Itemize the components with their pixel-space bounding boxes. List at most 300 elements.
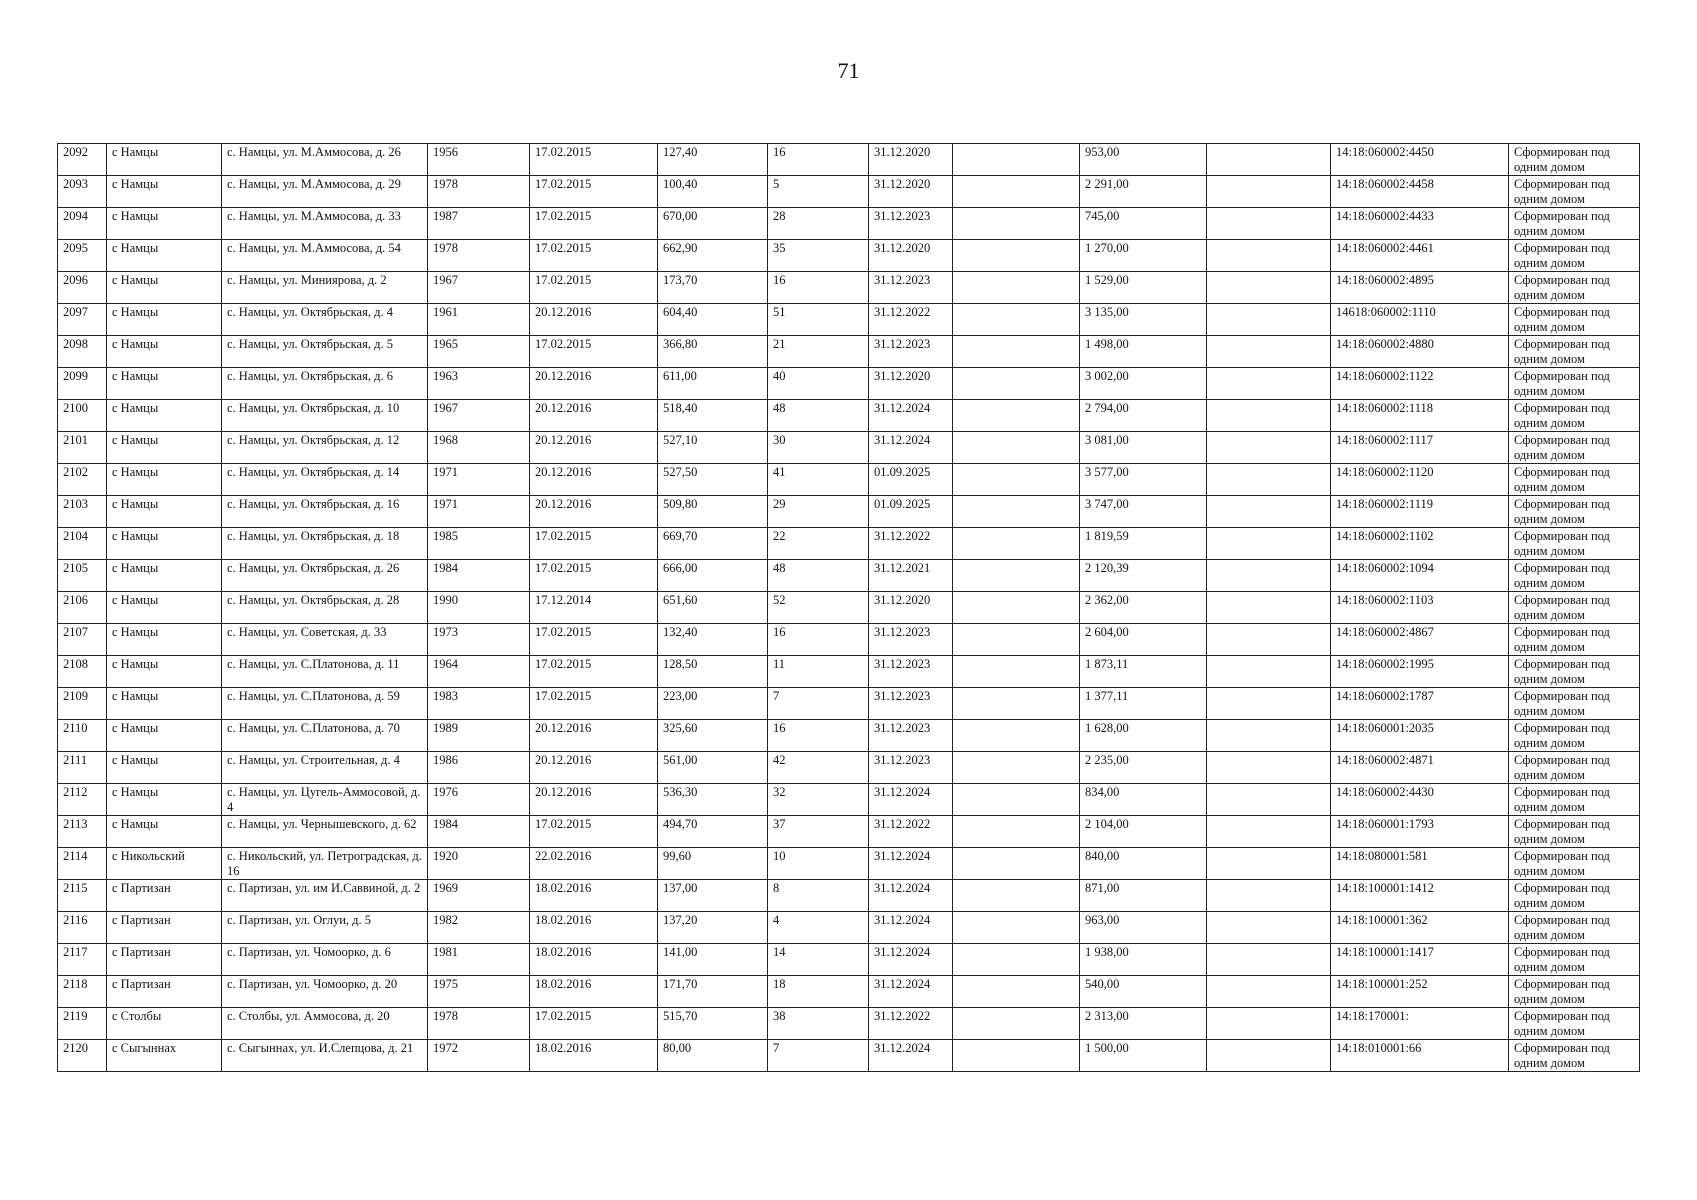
cell-row-number: 2092	[58, 144, 107, 176]
cell-cadastral-number: 14:18:100001:252	[1331, 976, 1509, 1008]
cell-deadline: 31.12.2023	[869, 624, 953, 656]
cell-address: с. Намцы, ул. Октябрьская, д. 10	[222, 400, 428, 432]
cell-blank-b	[1207, 752, 1331, 784]
cell-blank-a	[953, 496, 1080, 528]
cell-area: 128,50	[658, 656, 768, 688]
table-row	[58, 1008, 1640, 1040]
cell-year-built: 1984	[428, 560, 530, 592]
cell-status: Сформирован под одним домом	[1509, 1040, 1640, 1072]
cell-blank-b	[1207, 432, 1331, 464]
cell-blank-b	[1207, 560, 1331, 592]
cell-cadastral-number: 14:18:060002:1119	[1331, 496, 1509, 528]
cell-cadastral-number: 14:18:060002:1122	[1331, 368, 1509, 400]
cell-status: Сформирован под одним домом	[1509, 848, 1640, 880]
cell-blank-a	[953, 464, 1080, 496]
cell-deadline: 01.09.2025	[869, 464, 953, 496]
cell-count: 35	[768, 240, 869, 272]
cell-count: 5	[768, 176, 869, 208]
cell-area: 527,10	[658, 432, 768, 464]
cell-blank-a	[953, 208, 1080, 240]
cell-blank-a	[953, 304, 1080, 336]
cell-status: Сформирован под одним домом	[1509, 784, 1640, 816]
cell-blank-a	[953, 272, 1080, 304]
cell-blank-a	[953, 1040, 1080, 1072]
cell-address: с. Намцы, ул. М.Аммосова, д. 26	[222, 144, 428, 176]
cell-area: 669,70	[658, 528, 768, 560]
cell-date: 20.12.2016	[530, 304, 658, 336]
cell-count: 21	[768, 336, 869, 368]
cell-amount: 2 120,39	[1080, 560, 1207, 592]
cell-status: Сформирован под одним домом	[1509, 304, 1640, 336]
cell-settlement: с Намцы	[107, 336, 222, 368]
cell-cadastral-number: 14:18:060002:4895	[1331, 272, 1509, 304]
cell-blank-b	[1207, 400, 1331, 432]
cell-amount: 1 500,00	[1080, 1040, 1207, 1072]
cell-address: с. Намцы, ул. Миниярова, д. 2	[222, 272, 428, 304]
cell-cadastral-number: 14:18:060002:1102	[1331, 528, 1509, 560]
cell-count: 7	[768, 688, 869, 720]
cell-area: 561,00	[658, 752, 768, 784]
cell-deadline: 31.12.2023	[869, 752, 953, 784]
cell-amount: 745,00	[1080, 208, 1207, 240]
cell-address: с. Намцы, ул. С.Платонова, д. 59	[222, 688, 428, 720]
cell-deadline: 31.12.2020	[869, 240, 953, 272]
cell-count: 14	[768, 944, 869, 976]
cell-date: 17.02.2015	[530, 1008, 658, 1040]
cell-date: 17.02.2015	[530, 816, 658, 848]
table-row	[58, 208, 1640, 240]
cell-blank-b	[1207, 1040, 1331, 1072]
cell-row-number: 2113	[58, 816, 107, 848]
cell-date: 17.02.2015	[530, 688, 658, 720]
cell-settlement: с Намцы	[107, 240, 222, 272]
cell-cadastral-number: 14:18:010001:66	[1331, 1040, 1509, 1072]
cell-row-number: 2107	[58, 624, 107, 656]
cell-year-built: 1976	[428, 784, 530, 816]
table-row	[58, 880, 1640, 912]
cell-date: 17.02.2015	[530, 528, 658, 560]
cell-settlement: с Столбы	[107, 1008, 222, 1040]
cell-row-number: 2093	[58, 176, 107, 208]
cell-year-built: 1967	[428, 400, 530, 432]
cell-amount: 3 081,00	[1080, 432, 1207, 464]
cell-blank-a	[953, 1008, 1080, 1040]
cell-count: 51	[768, 304, 869, 336]
cell-area: 173,70	[658, 272, 768, 304]
cell-address: с. Намцы, ул. Октябрьская, д. 16	[222, 496, 428, 528]
cell-address: с. Намцы, ул. Чернышевского, д. 62	[222, 816, 428, 848]
cell-row-number: 2118	[58, 976, 107, 1008]
cell-blank-b	[1207, 496, 1331, 528]
cell-year-built: 1972	[428, 1040, 530, 1072]
cell-deadline: 31.12.2023	[869, 720, 953, 752]
cell-settlement: с Никольский	[107, 848, 222, 880]
cell-row-number: 2109	[58, 688, 107, 720]
cell-count: 48	[768, 400, 869, 432]
cell-blank-b	[1207, 144, 1331, 176]
cell-cadastral-number: 14:18:100001:1412	[1331, 880, 1509, 912]
cell-amount: 1 498,00	[1080, 336, 1207, 368]
cell-blank-a	[953, 176, 1080, 208]
cell-year-built: 1987	[428, 208, 530, 240]
cell-area: 137,20	[658, 912, 768, 944]
cell-address: с. Намцы, ул. С.Платонова, д. 70	[222, 720, 428, 752]
cell-count: 18	[768, 976, 869, 1008]
cell-row-number: 2117	[58, 944, 107, 976]
cell-area: 100,40	[658, 176, 768, 208]
table-row	[58, 528, 1640, 560]
table-row	[58, 688, 1640, 720]
table-row	[58, 400, 1640, 432]
cell-blank-b	[1207, 240, 1331, 272]
page-number: 71	[837, 58, 860, 83]
cell-amount: 1 819,59	[1080, 528, 1207, 560]
table-row	[58, 272, 1640, 304]
cell-settlement: с Сыгыннах	[107, 1040, 222, 1072]
cell-address: с. Намцы, ул. Октябрьская, д. 26	[222, 560, 428, 592]
table-row	[58, 624, 1640, 656]
cell-settlement: с Намцы	[107, 560, 222, 592]
cell-date: 18.02.2016	[530, 1040, 658, 1072]
cell-status: Сформирован под одним домом	[1509, 176, 1640, 208]
cell-blank-b	[1207, 848, 1331, 880]
cell-status: Сформирован под одним домом	[1509, 464, 1640, 496]
cell-area: 80,00	[658, 1040, 768, 1072]
cell-status: Сформирован под одним домом	[1509, 400, 1640, 432]
cell-count: 40	[768, 368, 869, 400]
cell-year-built: 1986	[428, 752, 530, 784]
cell-row-number: 2119	[58, 1008, 107, 1040]
table-row	[58, 144, 1640, 176]
cell-status: Сформирован под одним домом	[1509, 560, 1640, 592]
cell-area: 666,00	[658, 560, 768, 592]
table-row	[58, 560, 1640, 592]
cell-amount: 1 938,00	[1080, 944, 1207, 976]
cell-date: 20.12.2016	[530, 752, 658, 784]
cell-cadastral-number: 14:18:080001:581	[1331, 848, 1509, 880]
cell-cadastral-number: 14:18:060002:1094	[1331, 560, 1509, 592]
cell-row-number: 2094	[58, 208, 107, 240]
cell-status: Сформирован под одним домом	[1509, 368, 1640, 400]
cell-cadastral-number: 14:18:060002:4871	[1331, 752, 1509, 784]
cell-date: 17.12.2014	[530, 592, 658, 624]
cell-count: 29	[768, 496, 869, 528]
cell-blank-a	[953, 912, 1080, 944]
cell-year-built: 1964	[428, 656, 530, 688]
cell-cadastral-number: 14:18:060002:4461	[1331, 240, 1509, 272]
cell-row-number: 2098	[58, 336, 107, 368]
cell-address: с. Партизан, ул. Чомоорко, д. 20	[222, 976, 428, 1008]
cell-status: Сформирован под одним домом	[1509, 656, 1640, 688]
cell-count: 42	[768, 752, 869, 784]
table-row	[58, 464, 1640, 496]
cell-blank-b	[1207, 944, 1331, 976]
cell-area: 604,40	[658, 304, 768, 336]
cell-cadastral-number: 14:18:060002:4458	[1331, 176, 1509, 208]
table-row	[58, 432, 1640, 464]
cell-row-number: 2102	[58, 464, 107, 496]
cell-blank-a	[953, 432, 1080, 464]
cell-blank-a	[953, 784, 1080, 816]
cell-address: с. Намцы, ул. Октябрьская, д. 6	[222, 368, 428, 400]
cell-amount: 953,00	[1080, 144, 1207, 176]
cell-deadline: 31.12.2024	[869, 784, 953, 816]
cell-count: 52	[768, 592, 869, 624]
cell-settlement: с Намцы	[107, 304, 222, 336]
cell-blank-b	[1207, 272, 1331, 304]
cell-status: Сформирован под одним домом	[1509, 272, 1640, 304]
cell-deadline: 31.12.2024	[869, 432, 953, 464]
cell-blank-b	[1207, 176, 1331, 208]
cell-count: 16	[768, 720, 869, 752]
cell-amount: 963,00	[1080, 912, 1207, 944]
cell-year-built: 1981	[428, 944, 530, 976]
cell-date: 17.02.2015	[530, 208, 658, 240]
cell-cadastral-number: 14:18:060002:1118	[1331, 400, 1509, 432]
cell-count: 22	[768, 528, 869, 560]
cell-count: 8	[768, 880, 869, 912]
cell-count: 30	[768, 432, 869, 464]
cell-deadline: 31.12.2021	[869, 560, 953, 592]
cell-cadastral-number: 14:18:060002:4880	[1331, 336, 1509, 368]
table-row	[58, 496, 1640, 528]
cell-year-built: 1965	[428, 336, 530, 368]
cell-date: 17.02.2015	[530, 656, 658, 688]
cell-area: 515,70	[658, 1008, 768, 1040]
cell-amount: 1 873,11	[1080, 656, 1207, 688]
cell-amount: 3 747,00	[1080, 496, 1207, 528]
cell-row-number: 2111	[58, 752, 107, 784]
cell-year-built: 1967	[428, 272, 530, 304]
table-row	[58, 752, 1640, 784]
cell-blank-a	[953, 720, 1080, 752]
cell-cadastral-number: 14:18:060002:1120	[1331, 464, 1509, 496]
table-row	[58, 656, 1640, 688]
cell-cadastral-number: 14:18:060001:1793	[1331, 816, 1509, 848]
cell-settlement: с Намцы	[107, 464, 222, 496]
cell-cadastral-number: 14:18:060002:4450	[1331, 144, 1509, 176]
cell-address: с. Намцы, ул. Октябрьская, д. 28	[222, 592, 428, 624]
cell-blank-b	[1207, 1008, 1331, 1040]
cell-blank-b	[1207, 784, 1331, 816]
cell-amount: 3 135,00	[1080, 304, 1207, 336]
cell-status: Сформирован под одним домом	[1509, 688, 1640, 720]
cell-year-built: 1978	[428, 176, 530, 208]
cell-blank-a	[953, 944, 1080, 976]
cell-year-built: 1968	[428, 432, 530, 464]
cell-date: 20.12.2016	[530, 432, 658, 464]
cell-deadline: 31.12.2020	[869, 144, 953, 176]
cell-blank-b	[1207, 688, 1331, 720]
cell-address: с. Сыгыннах, ул. И.Слепцова, д. 21	[222, 1040, 428, 1072]
cell-blank-b	[1207, 368, 1331, 400]
cell-cadastral-number: 14:18:170001:	[1331, 1008, 1509, 1040]
cell-date: 20.12.2016	[530, 496, 658, 528]
cell-date: 17.02.2015	[530, 560, 658, 592]
cell-blank-a	[953, 368, 1080, 400]
cell-count: 11	[768, 656, 869, 688]
cell-status: Сформирован под одним домом	[1509, 240, 1640, 272]
cell-date: 17.02.2015	[530, 144, 658, 176]
cell-count: 28	[768, 208, 869, 240]
cell-settlement: с Намцы	[107, 592, 222, 624]
cell-row-number: 2105	[58, 560, 107, 592]
cell-row-number: 2115	[58, 880, 107, 912]
cell-year-built: 1920	[428, 848, 530, 880]
cell-deadline: 31.12.2024	[869, 912, 953, 944]
cell-amount: 2 291,00	[1080, 176, 1207, 208]
cell-year-built: 1982	[428, 912, 530, 944]
cell-status: Сформирован под одним домом	[1509, 880, 1640, 912]
cell-date: 22.02.2016	[530, 848, 658, 880]
table-row	[58, 816, 1640, 848]
cell-cadastral-number: 14:18:060002:1995	[1331, 656, 1509, 688]
cell-deadline: 31.12.2020	[869, 368, 953, 400]
cell-cadastral-number: 14618:060002:1110	[1331, 304, 1509, 336]
cell-date: 17.02.2015	[530, 272, 658, 304]
cell-row-number: 2116	[58, 912, 107, 944]
cell-settlement: с Намцы	[107, 208, 222, 240]
cell-blank-a	[953, 656, 1080, 688]
cell-year-built: 1963	[428, 368, 530, 400]
cell-year-built: 1971	[428, 496, 530, 528]
cell-cadastral-number: 14:18:100001:362	[1331, 912, 1509, 944]
cell-address: с. Намцы, ул. С.Платонова, д. 11	[222, 656, 428, 688]
cell-status: Сформирован под одним домом	[1509, 976, 1640, 1008]
cell-address: с. Партизан, ул. Чомоорко, д. 6	[222, 944, 428, 976]
cell-area: 132,40	[658, 624, 768, 656]
cell-row-number: 2100	[58, 400, 107, 432]
table-row	[58, 176, 1640, 208]
cell-blank-b	[1207, 528, 1331, 560]
cell-deadline: 31.12.2023	[869, 208, 953, 240]
table-row	[58, 336, 1640, 368]
cell-status: Сформирован под одним домом	[1509, 912, 1640, 944]
cell-year-built: 1989	[428, 720, 530, 752]
cell-area: 171,70	[658, 976, 768, 1008]
cell-count: 38	[768, 1008, 869, 1040]
cell-year-built: 1985	[428, 528, 530, 560]
cell-date: 17.02.2015	[530, 624, 658, 656]
table-row	[58, 912, 1640, 944]
cell-settlement: с Намцы	[107, 656, 222, 688]
cell-count: 32	[768, 784, 869, 816]
cell-area: 670,00	[658, 208, 768, 240]
cell-address: с. Намцы, ул. Строительная, д. 4	[222, 752, 428, 784]
cell-count: 16	[768, 624, 869, 656]
cell-deadline: 31.12.2022	[869, 304, 953, 336]
cell-blank-b	[1207, 304, 1331, 336]
cell-status: Сформирован под одним домом	[1509, 336, 1640, 368]
cell-amount: 2 362,00	[1080, 592, 1207, 624]
cell-status: Сформирован под одним домом	[1509, 752, 1640, 784]
table-row	[58, 944, 1640, 976]
cell-date: 18.02.2016	[530, 912, 658, 944]
table-row	[58, 720, 1640, 752]
cell-row-number: 2101	[58, 432, 107, 464]
cell-status: Сформирован под одним домом	[1509, 432, 1640, 464]
cell-address: с. Намцы, ул. Цугель-Аммосовой, д. 4	[222, 784, 428, 816]
cell-area: 325,60	[658, 720, 768, 752]
cell-blank-a	[953, 752, 1080, 784]
cell-settlement: с Намцы	[107, 144, 222, 176]
cell-date: 17.02.2015	[530, 336, 658, 368]
cell-cadastral-number: 14:18:060002:4433	[1331, 208, 1509, 240]
cell-address: с. Намцы, ул. М.Аммосова, д. 33	[222, 208, 428, 240]
cell-blank-b	[1207, 720, 1331, 752]
cell-blank-b	[1207, 880, 1331, 912]
cell-status: Сформирован под одним домом	[1509, 944, 1640, 976]
cell-area: 651,60	[658, 592, 768, 624]
cell-blank-a	[953, 400, 1080, 432]
cell-area: 494,70	[658, 816, 768, 848]
cell-deadline: 31.12.2022	[869, 816, 953, 848]
cell-status: Сформирован под одним домом	[1509, 592, 1640, 624]
cell-row-number: 2110	[58, 720, 107, 752]
cell-settlement: с Намцы	[107, 400, 222, 432]
cell-row-number: 2104	[58, 528, 107, 560]
cell-status: Сформирован под одним домом	[1509, 1008, 1640, 1040]
cell-cadastral-number: 14:18:060002:4430	[1331, 784, 1509, 816]
cell-year-built: 1984	[428, 816, 530, 848]
cell-blank-a	[953, 976, 1080, 1008]
cell-address: с. Намцы, ул. Октябрьская, д. 18	[222, 528, 428, 560]
cell-settlement: с Намцы	[107, 496, 222, 528]
cell-area: 366,80	[658, 336, 768, 368]
cell-date: 20.12.2016	[530, 464, 658, 496]
cell-count: 4	[768, 912, 869, 944]
cell-row-number: 2097	[58, 304, 107, 336]
cell-cadastral-number: 14:18:060002:1117	[1331, 432, 1509, 464]
cell-blank-b	[1207, 912, 1331, 944]
cell-settlement: с Партизан	[107, 976, 222, 1008]
cell-blank-b	[1207, 208, 1331, 240]
cell-amount: 871,00	[1080, 880, 1207, 912]
cell-area: 527,50	[658, 464, 768, 496]
cell-address: с. Столбы, ул. Аммосова, д. 20	[222, 1008, 428, 1040]
cell-row-number: 2112	[58, 784, 107, 816]
cell-area: 611,00	[658, 368, 768, 400]
cell-settlement: с Партизан	[107, 880, 222, 912]
cell-count: 10	[768, 848, 869, 880]
cell-amount: 834,00	[1080, 784, 1207, 816]
cell-date: 18.02.2016	[530, 976, 658, 1008]
table-row	[58, 240, 1640, 272]
cell-blank-a	[953, 592, 1080, 624]
cell-cadastral-number: 14:18:060002:1103	[1331, 592, 1509, 624]
cell-settlement: с Намцы	[107, 272, 222, 304]
cell-count: 16	[768, 272, 869, 304]
cell-date: 20.12.2016	[530, 784, 658, 816]
cell-row-number: 2106	[58, 592, 107, 624]
cell-cadastral-number: 14:18:060002:1787	[1331, 688, 1509, 720]
table-row	[58, 848, 1640, 880]
cell-settlement: с Намцы	[107, 752, 222, 784]
cell-blank-a	[953, 816, 1080, 848]
table-row	[58, 784, 1640, 816]
cell-settlement: с Намцы	[107, 176, 222, 208]
cell-deadline: 31.12.2023	[869, 336, 953, 368]
cell-area: 127,40	[658, 144, 768, 176]
cell-settlement: с Намцы	[107, 432, 222, 464]
cell-address: с. Никольский, ул. Петроградская, д. 16	[222, 848, 428, 880]
cell-address: с. Партизан, ул. Оглуи, д. 5	[222, 912, 428, 944]
cell-deadline: 01.09.2025	[869, 496, 953, 528]
cell-row-number: 2095	[58, 240, 107, 272]
cell-amount: 840,00	[1080, 848, 1207, 880]
cell-count: 37	[768, 816, 869, 848]
cell-amount: 3 002,00	[1080, 368, 1207, 400]
